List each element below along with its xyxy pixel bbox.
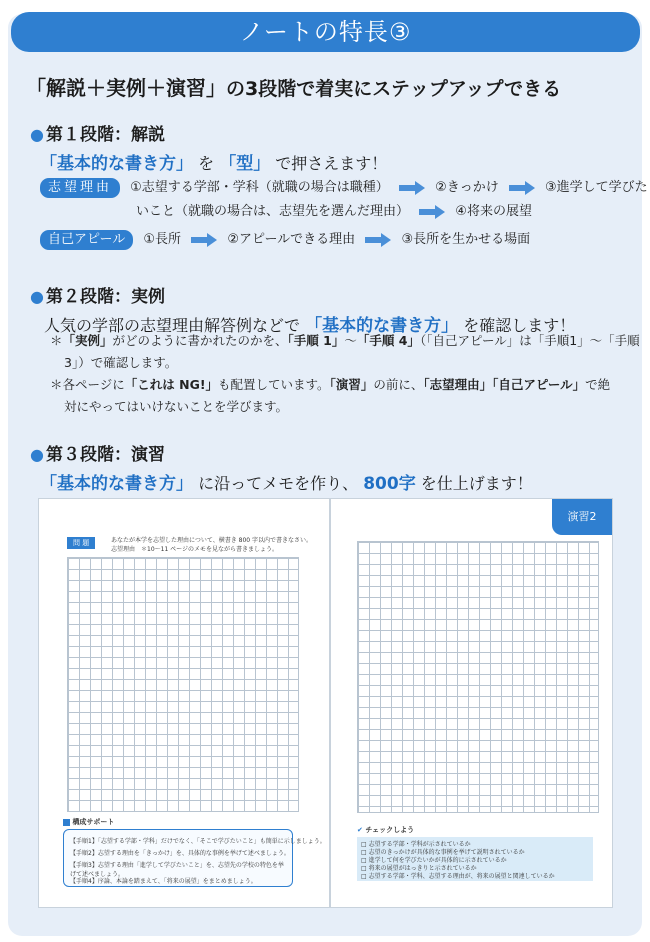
reason-item-3: ③進学して学びた: [545, 180, 648, 195]
stage2-section: [30, 282, 575, 336]
exercise-tag: 演習2: [552, 499, 612, 535]
arrow-right-icon: [399, 181, 425, 195]
arrow-right-icon: [509, 181, 535, 195]
appeal-item-2: ②アピールできる理由: [227, 232, 356, 247]
headline-highlight: 「解説＋実例＋演習」: [26, 76, 226, 100]
arrow-right-icon: [365, 233, 391, 247]
reason-item-2: ②きっかけ: [435, 180, 499, 195]
appeal-row: [40, 228, 530, 250]
support-line-1: 【手順1】「志望する学部・学科」だけでなく、「そこで学びたいこと」も簡単に示しましょう。: [70, 838, 326, 845]
appeal-item-3: ③長所を生かせる場面: [401, 232, 531, 247]
stage1-lead: 「基本的な書き方」 を 「型」 で押さえます！: [40, 154, 388, 174]
check-title: ✔ チェックしよう: [357, 826, 415, 834]
problem-text-2: 志望理由 ＊10～11 ページのメモを見ながら書きましょう。: [111, 546, 279, 553]
page-title: ノートの特長③: [11, 12, 640, 52]
check-item: □ 進学して何を学びたいかが具体的に示されているか: [361, 857, 507, 864]
headline-rest: の3段階で着実にステップアップできる: [226, 78, 562, 100]
problem-text-1: あなたが本学を志望した理由について、横書き 800 字以内で書きなさい。: [111, 537, 313, 544]
tag-appeal: 自己アピール: [40, 230, 133, 250]
book-spine: [329, 499, 331, 907]
headline: [26, 72, 561, 101]
check-box: [357, 837, 593, 881]
grid-icon: [63, 819, 70, 826]
support-line-2: 【手順2】志望する理由を「きっかけ」を、具体的な事例を挙げて述べましょう。: [70, 850, 290, 857]
reason-row-1: [40, 176, 648, 198]
reason-row-2: [136, 200, 532, 219]
appeal-item-1: ①長所: [143, 232, 182, 247]
support-title: 構成サポート: [63, 817, 114, 827]
support-line-3: 【手順3】志望する理由「進学して学びたいこと」を、志望先の学校の特色を挙げて述べましょう。: [70, 862, 284, 878]
check-item: □ 将来の展望がはっきりと示されているか: [361, 865, 477, 872]
support-box: [63, 829, 326, 887]
bullet-icon: ●: [30, 125, 44, 144]
support-line-4: 【手順4】序論、本論を踏まえて、「将来の展望」をまとめましょう。: [70, 878, 257, 885]
stage2-lead: 人気の学部の志望理由解答例などで 「基本的な書き方」 を確認します！: [44, 316, 576, 336]
check-item: □ 志望する学部・学科が示されているか: [361, 841, 471, 848]
stage1-section: [30, 120, 387, 174]
stage2-note-2: ＊各ページに「これは NG!」も配置しています。「演習」の前に、「志望理由」「自己アピール」で絶 対にやってはいけないことを学びます。: [50, 377, 611, 414]
bullet-icon: ●: [30, 445, 44, 464]
stage2-note-1: ＊「実例」がどのように書かれたのかを、「手順 1」～「手順 4」（「自己アピール」は「手順1」～「手順 3」）で確認します。: [50, 333, 640, 370]
stage3-heading: ● 第３段階：演習: [30, 445, 165, 465]
stage1-heading: ● 第１段階：解説: [30, 125, 165, 145]
bullet-icon: ●: [30, 287, 44, 306]
stage3-lead: 「基本的な書き方」 に沿ってメモを作り、 800字 を仕上げます！: [40, 474, 533, 494]
reason-item-4: ④将来の展望: [455, 204, 532, 219]
reason-item-3-cont: いこと（就職の場合は、志望先を選んだ理由）: [136, 204, 410, 219]
reason-item-1: ①志望する学部・学科（就職の場合は職種）: [130, 180, 389, 195]
stage2-heading: ● 第２段階：実例: [30, 287, 165, 307]
manuscript-grid-left: [67, 557, 299, 812]
notebook-spread-image: [38, 498, 613, 908]
arrow-right-icon: [419, 205, 445, 219]
arrow-right-icon: [191, 233, 217, 247]
check-item: □ 志望のきっかけが具体的な事例を挙げて説明されているか: [361, 849, 525, 856]
manuscript-grid-right: [357, 541, 599, 813]
check-item: □ 志望する学部・学科、志望する理由が、将来の展望と関連しているか: [361, 873, 555, 880]
problem-tag: 問 題: [67, 537, 95, 549]
checkmark-icon: ✔: [357, 826, 363, 834]
stage3-section: [30, 440, 533, 494]
tag-reason: 志望理由: [40, 178, 120, 198]
